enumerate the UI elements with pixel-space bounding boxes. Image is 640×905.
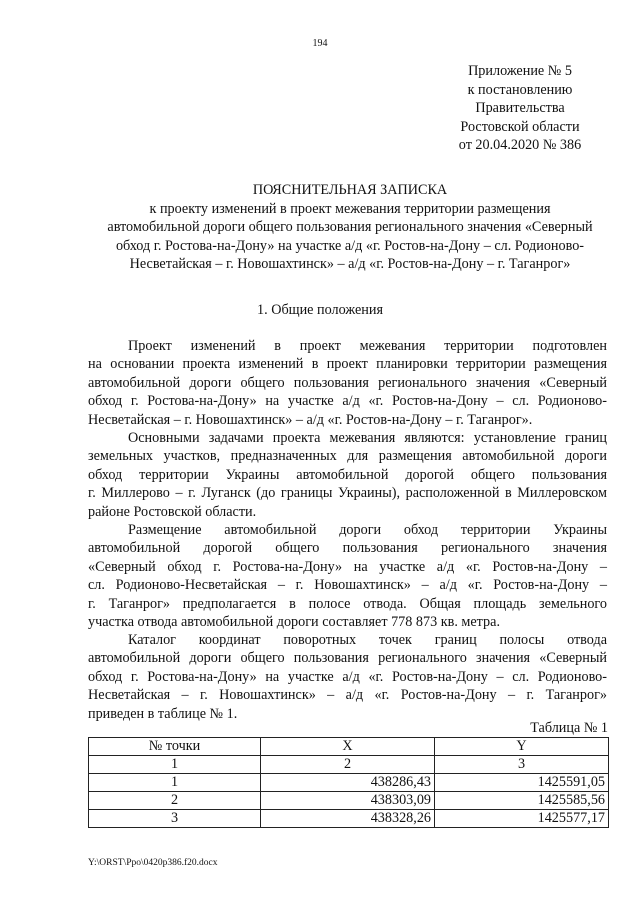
subtitle-line: Несветайская – г. Новошахтинск» – а/д «г. Ростов-на-Дону – г. Таганрог» — [129, 256, 571, 272]
appendix-line: Приложение № 5 — [468, 63, 572, 79]
document-title-block — [80, 181, 620, 274]
text-line: сл. Родионово-Несветайская – г. Новошахтинск» – а/д «г. Ростов-на-Дону – — [88, 577, 607, 594]
table-row — [89, 792, 609, 810]
point-number-cell: 2 — [89, 792, 261, 810]
column-number: 3 — [435, 756, 609, 774]
text-line: на основании проекта изменений в проект планировки территории размещения — [88, 356, 607, 373]
x-coordinate-cell: 438328,26 — [261, 810, 435, 828]
text-line: Несветайская – г. Новошахтинск» – а/д «г. Ростов-на-Дону – г. Таганрог». — [88, 411, 533, 428]
x-coordinate-cell: 438303,09 — [261, 792, 435, 810]
section-heading: 1. Общие положения — [257, 302, 383, 318]
y-coordinate-cell: 1425577,17 — [435, 810, 609, 828]
text-line: автомобильной дороги общего пользования регионального значения «Северный — [88, 374, 607, 391]
column-number-row — [89, 756, 609, 774]
text-line: автомобильной дорогой общего пользования регионального значения — [88, 540, 607, 557]
subtitle-line: автомобильной дороги общего пользования регионального значения «Северный — [107, 219, 593, 235]
paragraph — [88, 429, 607, 521]
y-coordinate-cell: 1425591,05 — [435, 774, 609, 792]
appendix-line: Правительства — [475, 100, 565, 116]
appendix-stamp — [445, 62, 595, 155]
text-line: автомобильной дороги общего пользования регионального значения «Северный — [88, 650, 607, 667]
text-line: земельных участков, предназначенных для размещения автомобильной дороги — [88, 448, 607, 465]
table-caption: Таблица № 1 — [530, 720, 608, 736]
column-header: X — [261, 738, 435, 756]
paragraph — [88, 631, 607, 723]
point-number-cell: 3 — [89, 810, 261, 828]
x-coordinate-cell: 438286,43 — [261, 774, 435, 792]
text-line: обход г. Ростова-на-Дону» на участке а/д «г. Ростов-на-Дону – сл. Родионово- — [88, 393, 607, 410]
y-coordinate-cell: 1425585,56 — [435, 792, 609, 810]
text-line: Каталог координат поворотных точек границ полосы отвода — [128, 632, 607, 648]
appendix-line: к постановлению — [467, 81, 573, 98]
text-line: г. Миллерово – г. Луганск (до границы Украины), расположенной в Миллеровском — [88, 485, 607, 502]
paragraph — [88, 337, 607, 429]
coordinates-table — [88, 737, 609, 828]
text-line: обход территории Украины автомобильной дорогой общего пользования — [88, 466, 607, 483]
footer-file-path: Y:\ORST\Ppo\0420p386.f20.docx — [88, 858, 218, 868]
table-header-row — [89, 738, 609, 756]
text-line: Несветайская – г. Новошахтинск» – а/д «г. Ростов-на-Дону – г. Таганрог» — [88, 687, 607, 704]
column-header: Y — [435, 738, 609, 756]
appendix-line: Ростовской области — [460, 118, 580, 135]
paragraph — [88, 521, 607, 631]
text-line: участка отвода автомобильной дороги составляет 778 873 кв. метра. — [88, 614, 500, 631]
appendix-line: от 20.04.2020 № 386 — [458, 137, 582, 153]
text-line: г. Таганрог» предполагается в полосе отвода. Общая площадь земельного — [88, 595, 607, 612]
text-line: «Северный обход г. Ростова-на-Дону» на участке а/д «г. Ростов-на-Дону – — [88, 558, 607, 575]
column-header: № точки — [89, 738, 261, 756]
document-title: ПОЯСНИТЕЛЬНАЯ ЗАПИСКА — [252, 182, 448, 198]
text-line: обход г. Ростова-на-Дону» на участке а/д «г. Ростов-на-Дону – сл. Родионово- — [88, 668, 607, 685]
subtitle-line: обход г. Ростова-на-Дону» на участке а/д «г. Ростов-на-Дону – сл. Родионово- — [115, 237, 585, 254]
text-line: Размещение автомобильной дороги обход территории Украины — [128, 522, 607, 538]
page-number: 194 — [312, 38, 328, 49]
table-row — [89, 810, 609, 828]
text-line: Основными задачами проекта межевания являются: установление границ — [128, 430, 607, 446]
table-row — [89, 774, 609, 792]
column-number: 1 — [89, 756, 261, 774]
text-line: районе Ростовской области. — [88, 503, 257, 520]
point-number-cell: 1 — [89, 774, 261, 792]
column-number: 2 — [261, 756, 435, 774]
text-line: Проект изменений в проект межевания территории подготовлен — [128, 338, 607, 354]
text-line: приведен в таблице № 1. — [88, 705, 238, 722]
subtitle-line: к проекту изменений в проект межевания территории размещения — [149, 200, 551, 217]
